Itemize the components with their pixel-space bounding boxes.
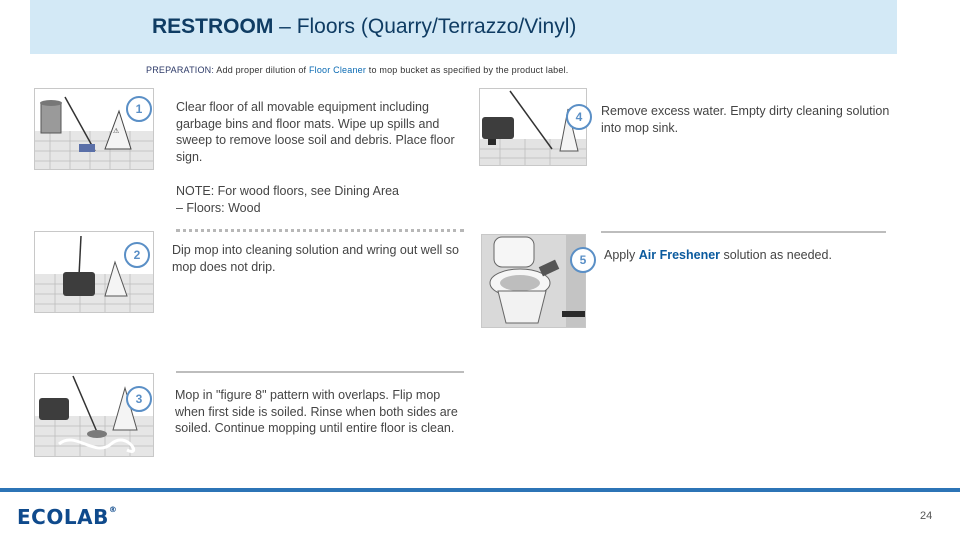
preparation-text-after: to mop bucket as specified by the product label. [366,65,569,75]
logo-registered-mark: ® [108,505,118,514]
preparation-text-before: Add proper dilution of [214,65,309,75]
step-1-text: Clear floor of all movable equipment including garbage bins and floor mats. Wipe up spills and sweep to remove loose soil and debris. Place floor sign. [176,100,455,164]
divider-left-lower [176,371,464,373]
svg-text:⚠: ⚠ [113,127,120,135]
logo-text: ECOLAB [17,505,109,529]
title-bold: RESTROOM [152,15,274,38]
divider-left-upper [176,229,464,232]
step-3-text: Mop in "figure 8" pattern with overlaps. Flip mop when first side is soiled. Rinse when both sides are soiled. Continue mopping until entire floor is clean. [175,388,458,435]
step-5-text-after: solution as needed. [720,248,832,262]
step-5-product: Air Freshener [638,248,721,262]
title-rest: – Floors (Quarry/Terrazzo/Vinyl) [273,15,577,38]
preparation-line [146,65,569,75]
ecolab-logo [17,505,117,529]
step-2-badge: 2 [124,242,150,268]
toilet-spray-icon [482,235,585,327]
page-title [152,15,576,39]
step-1-badge: 1 [126,96,152,122]
step-5-text [604,247,834,264]
preparation-product: Floor Cleaner [308,65,367,75]
step-4-badge: 4 [566,104,592,130]
footer-line [0,488,960,492]
page-number: 24 [920,510,933,522]
divider-right-upper [601,231,886,233]
wood-floor-note: NOTE: For wood floors, see Dining Area – Floors: Wood [176,184,400,215]
step-5-text-before: Apply [604,248,639,262]
preparation-label: PREPARATION: [146,65,215,75]
step-2-text: Dip mop into cleaning solution and wring out well so mop does not drip. [172,243,459,274]
step-5-illustration [481,234,586,328]
step-3-badge: 3 [126,386,152,412]
step-4-text: Remove excess water. Empty dirty cleaning solution into mop sink. [601,104,890,135]
step-5-badge: 5 [570,247,596,273]
